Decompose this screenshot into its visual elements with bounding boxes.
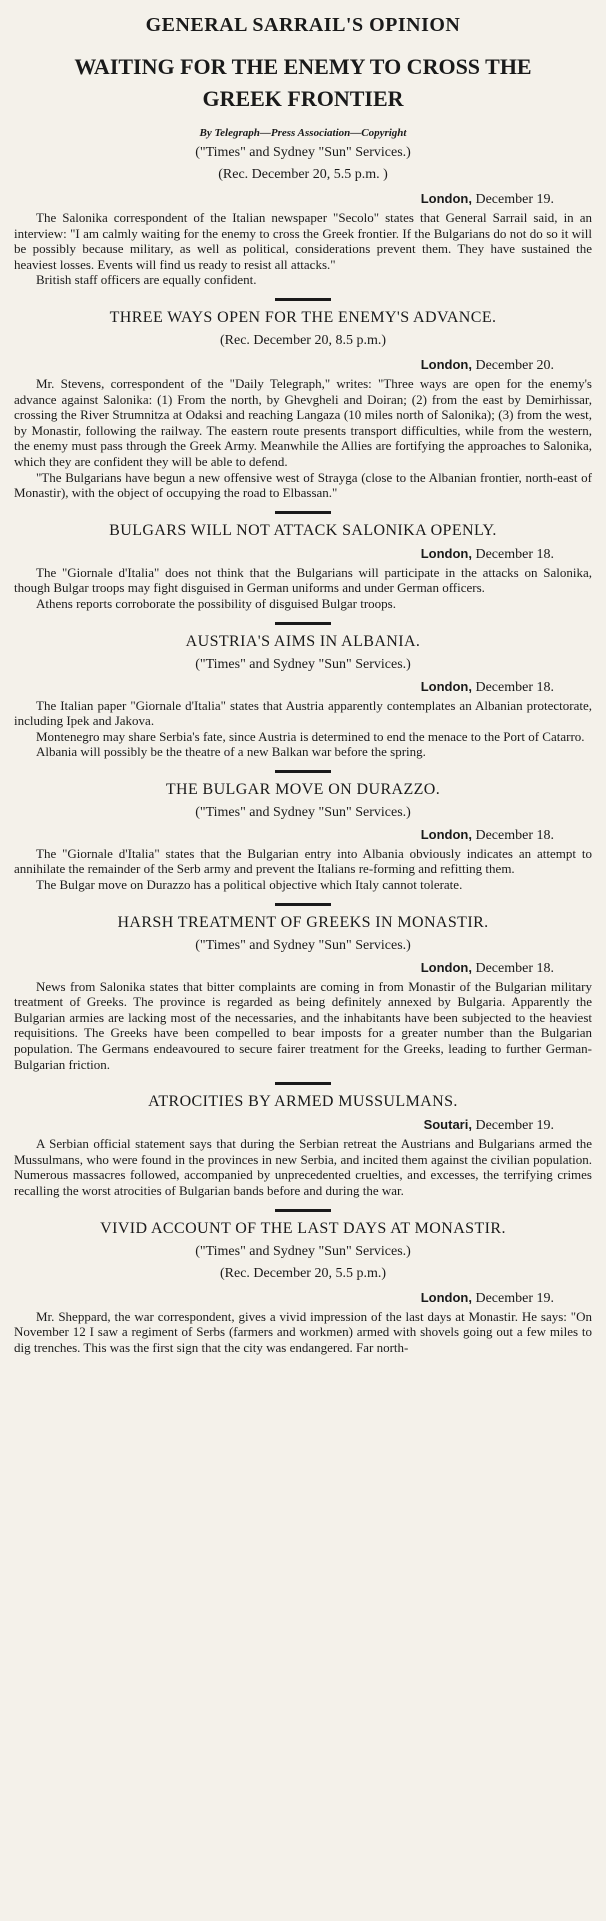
paragraph: The "Giornale d'Italia" does not think that the Bulgarians will participate in the attacks on Salonika, though Bulgar troops may fight disguised in German uniforms and under German officers. [14, 564, 592, 596]
dateline [14, 357, 554, 374]
paragraph: The "Giornale d'Italia" states that the Bulgarian entry into Albania obviously indicates an attempt to annihilate the remainder of the Serb army and prevent the Italians re-forming and refitting them. [14, 845, 592, 877]
dateline [14, 1290, 554, 1307]
subheadline: WAITING FOR THE ENEMY TO CROSS THE GREEK FRONTIER [74, 54, 532, 111]
section-divider [275, 1209, 331, 1212]
dateline-date: December 19. [475, 1290, 554, 1306]
dateline-place: London, [420, 959, 472, 975]
received-line: (Rec. December 20, 8.5 p.m.) [220, 332, 386, 348]
dateline-date: December 18. [475, 827, 554, 843]
section-divider [275, 770, 331, 773]
dateline-place: London, [420, 678, 472, 694]
dateline-date: December 19. [475, 192, 554, 207]
article-section [14, 1220, 592, 1356]
credit-line: By Telegraph—Press Association—Copyright [199, 127, 407, 139]
article-section [14, 1093, 592, 1198]
services-line: ("Times" and Sydney "Sun" Services.) [195, 804, 411, 820]
section-divider [275, 1082, 331, 1085]
article-section [14, 914, 592, 1073]
services-line: ("Times" and Sydney "Sun" Services.) [195, 656, 411, 672]
paragraph: Montenegro may share Serbia's fate, since Austria is determined to end the menace to the Port of Catarro. [36, 728, 585, 744]
dateline [14, 1117, 554, 1134]
article-section [14, 781, 592, 893]
paragraph: A Serbian official statement says that during the Serbian retreat the Austrians and Bulgarians armed the Mussulmans, who were found in the provinces in new Serbia, and incited them against the civilian population. Numerous massacres followed, accompanied by unprecedented cruelties, and excesses, the terrifying crimes recalling the worst atrocities of Bulgarian bands before and during the war. [14, 1136, 592, 1198]
paragraph: The Italian paper "Giornale d'Italia" states that Austria apparently contemplates an Albanian protectorate, including Ipek and Jakova. [14, 697, 592, 729]
services-line: ("Times" and Sydney "Sun" Services.) [195, 145, 411, 160]
dateline-date: December 18. [475, 960, 554, 976]
dateline-place: London, [420, 356, 472, 372]
section-title: THREE WAYS OPEN FOR THE ENEMY'S ADVANCE. [109, 308, 497, 326]
dateline-place: London, [420, 191, 472, 206]
section-divider [275, 903, 331, 906]
section-divider [275, 622, 331, 625]
section-title: ATROCITIES BY ARMED MUSSULMANS. [148, 1093, 458, 1111]
paragraph: Albania will possibly be the theatre of a new Balkan war before the spring. [36, 744, 426, 760]
paragraph: The Salonika correspondent of the Italian newspaper "Secolo" states that General Sarrail said, in an interview: "I am calmly waiting for the enemy to cross the Greek frontier. If the Bulgarians do not do so it will be possibly because military, as well as political, considerations prevent them. They have sustained the heaviest losses. Events will find us ready to resist all attacks." [14, 210, 592, 272]
section-title: THE BULGAR MOVE ON DURAZZO. [165, 780, 441, 798]
headline: GENERAL SARRAIL'S OPINION [145, 14, 461, 36]
dateline [14, 679, 554, 696]
paragraph: The Bulgar move on Durazzo has a political objective which Italy cannot tolerate. [36, 877, 463, 893]
dateline-place: London, [420, 826, 472, 842]
services-line: ("Times" and Sydney "Sun" Services.) [195, 1243, 411, 1259]
paragraph: Mr. Stevens, correspondent of the "Daily Telegraph," writes: "Three ways are open for the enemy's advance against Salonika: (1) From the north, by Ghevgheli and Doiran; (2) from the east by Demirhissar, crossing the River Strumnitza at Odaksi and reaching Langaza (10 miles north of Salonika); (3) from the west, by Monastir, following the railway. The eastern route presents transport difficulties, while from the western, the enemy must pass through the Greek Army. Meanwhile the Allies are fortifying the approaches to Salonika, which they are confident they will be able to defend. [14, 375, 592, 469]
section-title: HARSH TREATMENT OF GREEKS IN MONASTIR. [117, 913, 489, 931]
article-section [14, 522, 592, 612]
section-title: AUSTRIA'S AIMS IN ALBANIA. [185, 632, 421, 650]
article-section [14, 191, 592, 288]
dateline [14, 960, 554, 977]
dateline-place: London, [420, 545, 472, 561]
section-title: BULGARS WILL NOT ATTACK SALONIKA OPENLY. [109, 521, 497, 539]
article-section [14, 309, 592, 501]
paragraph: British staff officers are equally confident. [36, 272, 257, 288]
section-title: VIVID ACCOUNT OF THE LAST DAYS AT MONASTIR. [100, 1219, 506, 1237]
received-line: (Rec. December 20, 5.5 p.m. ) [218, 167, 388, 182]
dateline-place: London, [420, 1289, 472, 1305]
paragraph: Athens reports corroborate the possibility of disguised Bulgar troops. [36, 595, 396, 611]
dateline-date: December 18. [475, 546, 554, 562]
section-divider [275, 511, 331, 514]
dateline-date: December 19. [475, 1118, 554, 1134]
section-divider [275, 298, 331, 301]
dateline [14, 827, 554, 844]
paragraph: Mr. Sheppard, the war correspondent, gives a vivid impression of the last days at Monastir. He says: "On November 12 I saw a regiment of Serbs (farmers and workmen) armed with shovels going out a few miles to dig trenches. This was the first sign that the city was endangered. Far north- [14, 1308, 592, 1355]
dateline-place: Soutari, [423, 1117, 472, 1133]
services-line: ("Times" and Sydney "Sun" Services.) [195, 937, 411, 953]
paragraph: "The Bulgarians have begun a new offensive west of Strayga (close to the Albanian frontier, north-east of Monastir), with the object of occupying the road to Elbassan." [14, 469, 592, 501]
dateline-date: December 18. [475, 679, 554, 695]
article-section [14, 633, 592, 760]
dateline [14, 191, 554, 208]
paragraph: News from Salonika states that bitter complaints are coming in from Monastir of the Bulgarian military treatment of Greeks. The province is regarded as being definitely annexed by Bulgaria. Apparently the Bulgarian armies are lacking most of the necessaries, and the inhabitants have been subjected to the heaviest requisitions. The Greeks have been compelled to bear imposts for a greater number than the Bulgarian population. The Germans endeavoured to secure fairer treatment for the Greeks, leading to further German-Bulgarian friction. [14, 978, 592, 1072]
received-line: (Rec. December 20, 5.5 p.m.) [220, 1265, 386, 1281]
dateline-date: December 20. [475, 357, 554, 373]
dateline [14, 546, 554, 563]
